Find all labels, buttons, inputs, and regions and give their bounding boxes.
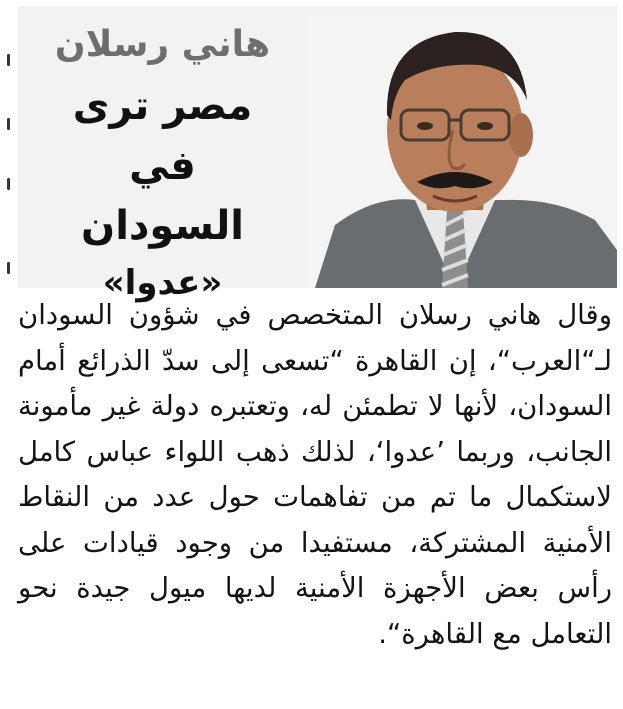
headline-line-1: مصر ترى [72,83,253,129]
article-body: وقال هاني رسلان المتخصص في شؤون السودان لـ“العرب“، إن القاهرة “تسعى إلى سدّ الذرائع أمام السودان، لأنها لا تطمئن له، وتعتبره دولة غير مأمونة الجانب، وربما ’عدوا‘، لذلك ذهب اللواء عباس كامل لاستكمال ما تم من تفاهمات حول عدد من النقاط الأمنية المشتركة، مستفيدا من وجود قيادات على رأس بعض الأجهزة الأمنية لديها ميول جيدة نحو التعامل مع القاهرة“. [18,299,612,650]
portrait-illustration [305,10,617,288]
headline-line-3: «عدوا» [102,263,223,303]
portrait-photo [305,10,617,288]
headline-name: هاني رسلان [54,24,271,65]
headline-line-2: في السودان [81,143,244,249]
left-margin [0,0,18,290]
headline-block [50,20,275,310]
